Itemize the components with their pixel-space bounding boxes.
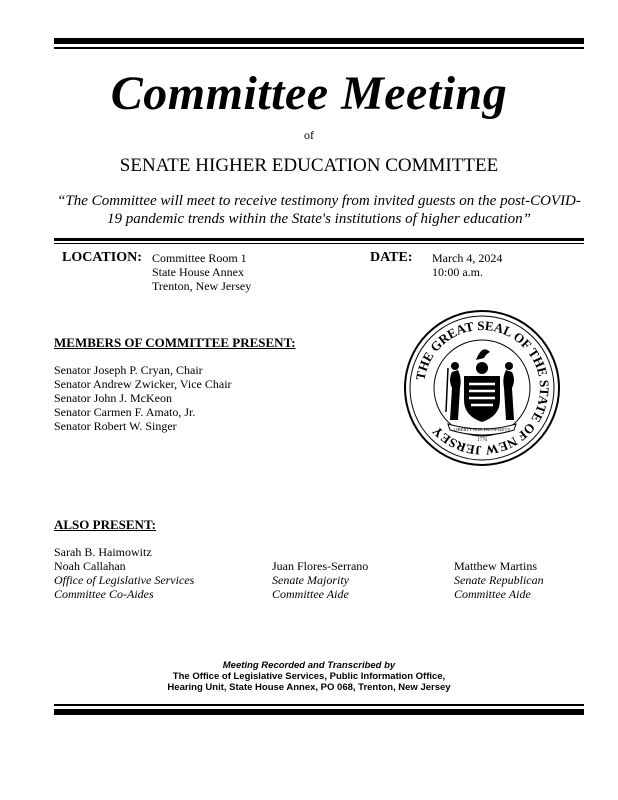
also-present-col-3 [454, 559, 544, 601]
staff-role: Office of Legislative Services [54, 573, 195, 587]
date-label: DATE: [370, 250, 413, 265]
location-details [152, 251, 251, 293]
member-name: Senator Carmen F. Amato, Jr. [54, 405, 196, 419]
meeting-purpose: “The Committee will meet to receive testimony from invited guests on the post-COVID-19 pandemic trends within the State's institutions of higher education” [57, 193, 581, 227]
member-name: Senator John J. McKeon [54, 391, 172, 405]
date-details [432, 251, 502, 279]
bottom-rule-thin [54, 704, 584, 706]
footer-line: Hearing Unit, State House Annex, PO 068, Trenton, New Jersey [167, 682, 451, 693]
mid-rule-thick [54, 238, 584, 241]
top-rule-thin [54, 47, 584, 49]
staff-name: Sarah B. Haimowitz [54, 545, 152, 559]
staff-name: Matthew Martins [454, 559, 537, 573]
committee-name: SENATE HIGHER EDUCATION COMMITTEE [119, 155, 499, 176]
members-list [54, 363, 232, 433]
staff-role: Committee Aide [454, 587, 531, 601]
staff-name: Juan Flores-Serrano [272, 559, 369, 573]
transcription-footer [0, 660, 618, 693]
date-line: March 4, 2024 [432, 251, 503, 265]
footer-line: The Office of Legislative Services, Public Information Office, [172, 671, 446, 682]
location-label: LOCATION: [62, 250, 142, 265]
top-rule-thick [54, 38, 584, 44]
mid-rule-thin [54, 243, 584, 244]
staff-role: Senate Republican [454, 573, 544, 587]
staff-role: Committee Co-Aides [54, 587, 154, 601]
location-line: Committee Room 1 [152, 251, 247, 265]
also-present-col-2 [272, 559, 368, 601]
location-line: State House Annex [152, 265, 244, 279]
member-name: Senator Joseph P. Cryan, Chair [54, 363, 203, 377]
bottom-rule-thick [54, 709, 584, 715]
document-title: Committee Meeting [110, 67, 508, 120]
member-name: Senator Robert W. Singer [54, 419, 177, 433]
seal-motto: LIBERTY AND PROSPERITY [453, 427, 511, 432]
also-present-heading: ALSO PRESENT: [54, 517, 156, 532]
state-seal-icon [402, 308, 562, 468]
also-present-col-1 [54, 545, 194, 601]
footer-line: Meeting Recorded and Transcribed by [222, 660, 396, 671]
staff-role: Committee Aide [272, 587, 349, 601]
of-label: of [304, 128, 314, 142]
seal-year: 1776 [477, 438, 487, 443]
date-line: 10:00 a.m. [432, 265, 483, 279]
location-line: Trenton, New Jersey [152, 279, 252, 293]
member-name: Senator Andrew Zwicker, Vice Chair [54, 377, 232, 391]
members-heading: MEMBERS OF COMMITTEE PRESENT: [54, 335, 296, 350]
staff-role: Senate Majority [272, 573, 349, 587]
seal-text: THE GREAT SEAL OF THE STATE OF NEW JERSEY [412, 317, 553, 459]
staff-name: Noah Callahan [54, 559, 126, 573]
